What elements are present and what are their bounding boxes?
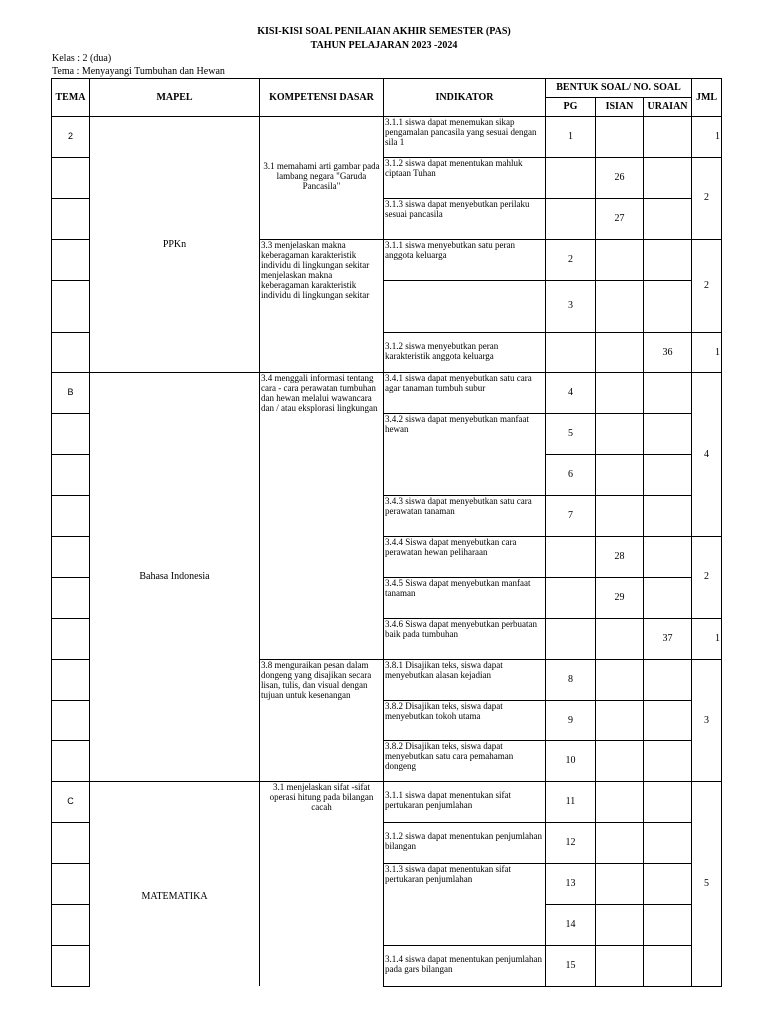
kd-cell: 3.3 menjelaskan makna keberagaman karakteristik individu di lingkungan sekitar menjelaskan makna keberagaman karakteristik individu di lingkungan sekitar: [260, 239, 384, 373]
indikator-cell: 3.8.2 Disajikan teks, siswa dapat menyebutkan tokoh utama: [384, 700, 546, 741]
indikator-cell: 3.4.3 siswa dapat menyebutkan satu cara perawatan tanaman: [384, 496, 546, 537]
tema-cell: [52, 905, 90, 946]
indikator-cell: 3.1.1 siswa dapat menentukan sifat pertukaran penjumlahan: [384, 782, 546, 823]
uraian-cell: [644, 823, 692, 864]
indikator-cell: 3.4.6 Siswa dapat menyebutkan perbuatan baik pada tumbuhan: [384, 618, 546, 659]
isian-cell: [596, 905, 644, 946]
indikator-cell: 3.1.3 siswa dapat menentukan sifat pertukaran penjumlahan: [384, 864, 546, 946]
indikator-cell: 3.1.2 siswa dapat menentukan penjumlahan bilangan: [384, 823, 546, 864]
tema-cell: [52, 157, 90, 198]
mapel-cell-ppkn: PPKn: [90, 117, 260, 373]
isian-cell: [596, 618, 644, 659]
mapel-cell-matematika: MATEMATIKA: [90, 782, 260, 986]
column-header-pg: PG: [546, 98, 596, 117]
tema-cell: [52, 455, 90, 496]
tema-cell: [52, 864, 90, 905]
tema-cell: [52, 239, 90, 280]
tema-cell: [52, 741, 90, 782]
isian-cell: [596, 741, 644, 782]
uraian-cell: [644, 414, 692, 455]
uraian-cell: [644, 280, 692, 332]
jml-cell: 3: [692, 659, 722, 782]
column-header-isian: ISIAN: [596, 98, 644, 117]
uraian-cell: [644, 373, 692, 414]
isian-cell: [596, 414, 644, 455]
indikator-cell: 3.1.4 siswa dapat menentukan penjumlahan pada gars bilangan: [384, 945, 546, 986]
jml-cell: 1: [692, 117, 722, 158]
column-header-kompetensi-dasar: KOMPETENSI DASAR: [260, 79, 384, 117]
pg-cell: [546, 157, 596, 198]
mapel-cell-bahasa-indonesia: Bahasa Indonesia: [90, 373, 260, 782]
tema-cell: [52, 618, 90, 659]
pg-cell: 12: [546, 823, 596, 864]
pg-cell: [546, 332, 596, 373]
tema-cell: 2: [52, 117, 90, 158]
document-subtitle: TAHUN PELAJARAN 2023 -2024: [310, 40, 458, 51]
column-header-indikator: INDIKATOR: [384, 79, 546, 117]
pg-cell: [546, 537, 596, 578]
uraian-cell: [644, 577, 692, 618]
uraian-cell: 37: [644, 618, 692, 659]
pg-cell: 4: [546, 373, 596, 414]
pg-cell: 14: [546, 905, 596, 946]
tema-cell: [52, 823, 90, 864]
kisi-kisi-table: [51, 78, 722, 987]
uraian-cell: [644, 782, 692, 823]
column-header-bentuk-soal: BENTUK SOAL/ NO. SOAL: [546, 79, 692, 98]
indikator-cell: 3.4.2 siswa dapat menyebutkan manfaat hewan: [384, 414, 546, 496]
pg-cell: 8: [546, 659, 596, 700]
tema-cell: [52, 414, 90, 455]
pg-cell: [546, 198, 596, 239]
table-row: [52, 782, 722, 823]
indikator-cell: [384, 280, 546, 332]
tema-cell: C: [52, 782, 90, 823]
isian-cell: [596, 496, 644, 537]
tema-cell: [52, 537, 90, 578]
jml-cell: 2: [692, 239, 722, 332]
tema-cell: [52, 700, 90, 741]
indikator-cell: 3.1.3 siswa dapat menyebutkan perilaku sesuai pancasila: [384, 198, 546, 239]
kelas-label: Kelas : 2 (dua): [52, 53, 112, 64]
uraian-cell: 36: [644, 332, 692, 373]
isian-cell: [596, 945, 644, 986]
pg-cell: 9: [546, 700, 596, 741]
kd-cell: 3.1 menjelaskan sifat -sifat operasi hitung pada bilangan cacah: [260, 782, 384, 986]
isian-cell: 29: [596, 577, 644, 618]
isian-cell: [596, 373, 644, 414]
tema-cell: [52, 332, 90, 373]
isian-cell: 27: [596, 198, 644, 239]
pg-cell: [546, 577, 596, 618]
tema-cell: [52, 198, 90, 239]
indikator-cell: 3.4.1 siswa dapat menyebutkan satu cara agar tanaman tumbuh subur: [384, 373, 546, 414]
uraian-cell: [644, 157, 692, 198]
uraian-cell: [644, 864, 692, 905]
jml-cell: 1: [692, 618, 722, 659]
uraian-cell: [644, 945, 692, 986]
document-title: KISI-KISI SOAL PENILAIAN AKHIR SEMESTER (PAS): [257, 26, 511, 37]
isian-cell: [596, 864, 644, 905]
pg-cell: 10: [546, 741, 596, 782]
pg-cell: 3: [546, 280, 596, 332]
isian-cell: [596, 280, 644, 332]
tema-cell: [52, 659, 90, 700]
uraian-cell: [644, 700, 692, 741]
pg-cell: 5: [546, 414, 596, 455]
uraian-cell: [644, 905, 692, 946]
jml-cell: 5: [692, 782, 722, 986]
pg-cell: 2: [546, 239, 596, 280]
uraian-cell: [644, 455, 692, 496]
isian-cell: [596, 823, 644, 864]
isian-cell: [596, 332, 644, 373]
jml-cell: 4: [692, 373, 722, 537]
uraian-cell: [644, 117, 692, 158]
tema-cell: [52, 496, 90, 537]
kd-cell: 3.1 memahami arti gambar pada lambang negara "Garuda Pancasila": [260, 117, 384, 240]
column-header-tema: TEMA: [52, 79, 90, 117]
isian-cell: 28: [596, 537, 644, 578]
isian-cell: [596, 239, 644, 280]
column-header-jml: JML: [692, 79, 722, 117]
kd-cell: 3.4 menggali informasi tentang cara - cara perawatan tumbuhan dan hewan melalui wawancara dan / atau eksplorasi lingkungan: [260, 373, 384, 659]
pg-cell: 15: [546, 945, 596, 986]
jml-cell: 1: [692, 332, 722, 373]
uraian-cell: [644, 239, 692, 280]
tema-cell: [52, 280, 90, 332]
column-header-uraian: URAIAN: [644, 98, 692, 117]
uraian-cell: [644, 198, 692, 239]
tema-label: Tema : Menyayangi Tumbuhan dan Hewan: [52, 66, 225, 77]
tema-cell: [52, 945, 90, 986]
isian-cell: [596, 700, 644, 741]
tema-cell: B: [52, 373, 90, 414]
isian-cell: [596, 455, 644, 496]
table-row: [52, 373, 722, 414]
uraian-cell: [644, 537, 692, 578]
indikator-cell: 3.1.1 siswa dapat menemukan sikap pengamalan pancasila yang sesuai dengan sila 1: [384, 117, 546, 158]
uraian-cell: [644, 496, 692, 537]
isian-cell: [596, 782, 644, 823]
tema-cell: [52, 577, 90, 618]
uraian-cell: [644, 741, 692, 782]
jml-cell: 2: [692, 157, 722, 239]
kd-cell: 3.8 menguraikan pesan dalam dongeng yang disajikan secara lisan, tulis, dan visual dengan tujuan untuk kesenangan: [260, 659, 384, 782]
pg-cell: 7: [546, 496, 596, 537]
isian-cell: 26: [596, 157, 644, 198]
indikator-cell: 3.1.2 siswa menyebutkan peran karakteristik anggota keluarga: [384, 332, 546, 373]
pg-cell: 6: [546, 455, 596, 496]
indikator-cell: 3.1.2 siswa dapat menentukan mahluk ciptaan Tuhan: [384, 157, 546, 198]
indikator-cell: 3.1.1 siswa menyebutkan satu peran anggota keluarga: [384, 239, 546, 280]
column-header-mapel: MAPEL: [90, 79, 260, 117]
indikator-cell: 3.8.2 Disajikan teks, siswa dapat menyebutkan satu cara pemahaman dongeng: [384, 741, 546, 782]
indikator-cell: 3.4.4 Siswa dapat menyebutkan cara perawatan hewan peliharaan: [384, 537, 546, 578]
pg-cell: 11: [546, 782, 596, 823]
pg-cell: [546, 618, 596, 659]
indikator-cell: 3.8.1 Disajikan teks, siswa dapat menyebutkan alasan kejadian: [384, 659, 546, 700]
pg-cell: 13: [546, 864, 596, 905]
table-row: [52, 117, 722, 158]
uraian-cell: [644, 659, 692, 700]
indikator-cell: 3.4.5 Siswa dapat menyebutkan manfaat tanaman: [384, 577, 546, 618]
isian-cell: [596, 659, 644, 700]
jml-cell: 2: [692, 537, 722, 619]
isian-cell: [596, 117, 644, 158]
pg-cell: 1: [546, 117, 596, 158]
